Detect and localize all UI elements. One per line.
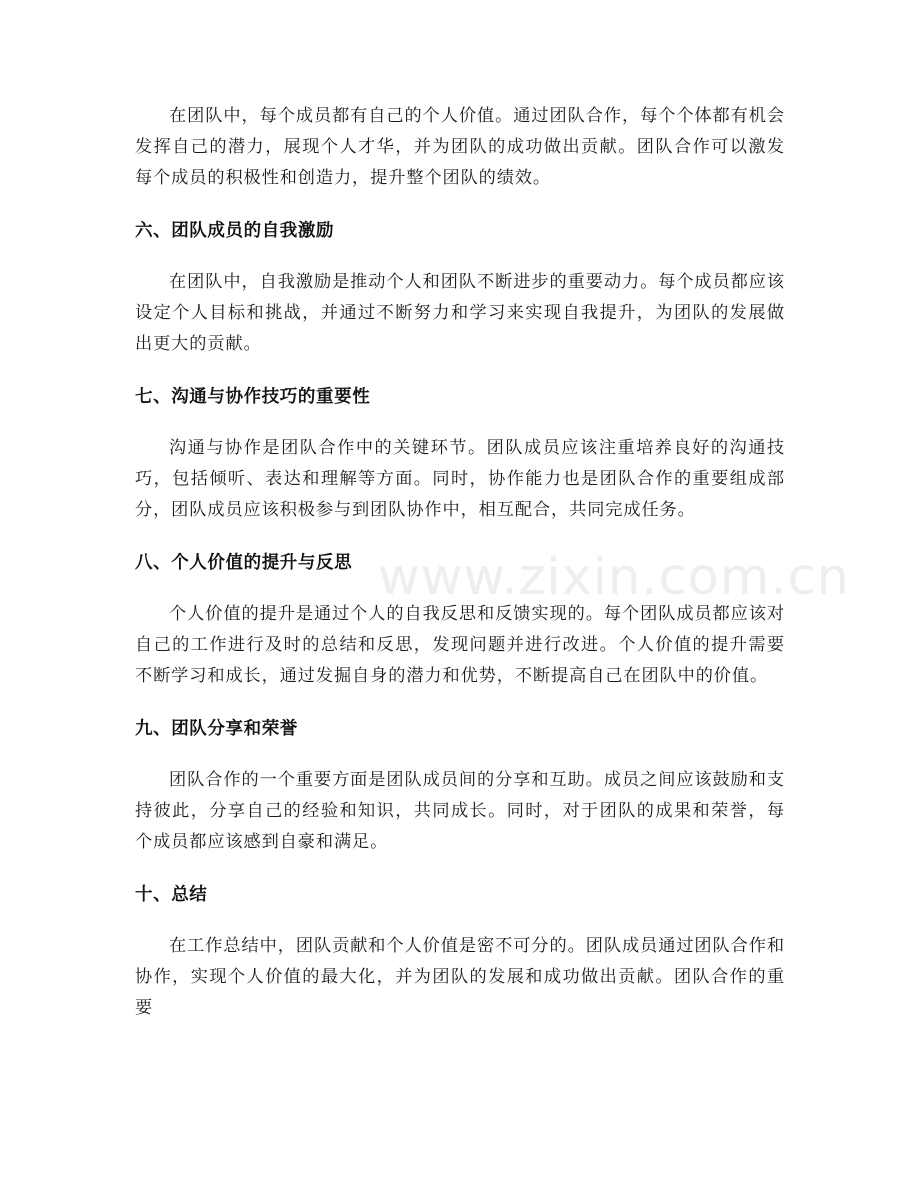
section-paragraph-9: 团队合作的一个重要方面是团队成员间的分享和互助。成员之间应该鼓励和支持彼此，分享自己的经验和知识，共同成长。同时，对于团队的成果和荣誉，每个成员都应该感到自豪和满足。 [135, 770, 785, 852]
section-paragraph-10: 在工作总结中，团队贡献和个人价值是密不可分的。团队成员通过团队合作和协作，实现个人价值的最大化，并为团队的发展和成功做出贡献。团队合作的重要 [135, 936, 785, 1018]
watermark: www.zixin.com.cn [378, 548, 850, 607]
section-paragraph-6: 在团队中，自我激励是推动个人和团队不断进步的重要动力。每个成员都应该设定个人目标和挑战，并通过不断努力和学习来实现自我提升，为团队的发展做出更大的贡献。 [135, 272, 785, 354]
intro-paragraph: 在团队中，每个成员都有自己的个人价值。通过团队合作，每个个体都有机会发挥自己的潜力，展现个人才华，并为团队的成功做出贡献。团队合作可以激发每个成员的积极性和创造力，提升整个团队的绩效。 [135, 106, 785, 188]
section-heading-8: 八、个人价值的提升与反思 [135, 553, 353, 573]
section-heading-10: 十、总结 [135, 885, 208, 905]
section-heading-6: 六、团队成员的自我激励 [135, 221, 335, 241]
section-paragraph-7: 沟通与协作是团队合作中的关键环节。团队成员应该注重培养良好的沟通技巧，包括倾听、表达和理解等方面。同时，协作能力也是团队合作的重要组成部分，团队成员应该积极参与到团队协作中，相互配合，共同完成任务。 [135, 438, 785, 520]
document-body [135, 101, 785, 1024]
section-paragraph-8: 个人价值的提升是通过个人的自我反思和反馈实现的。每个团队成员都应该对自己的工作进行及时的总结和反思，发现问题并进行改进。个人价值的提升需要不断学习和成长，通过发掘自身的潜力和优势，不断提高自己在团队中的价值。 [135, 604, 785, 686]
section-heading-9: 九、团队分享和荣誉 [135, 719, 298, 739]
section-heading-7: 七、沟通与协作技巧的重要性 [135, 387, 371, 407]
